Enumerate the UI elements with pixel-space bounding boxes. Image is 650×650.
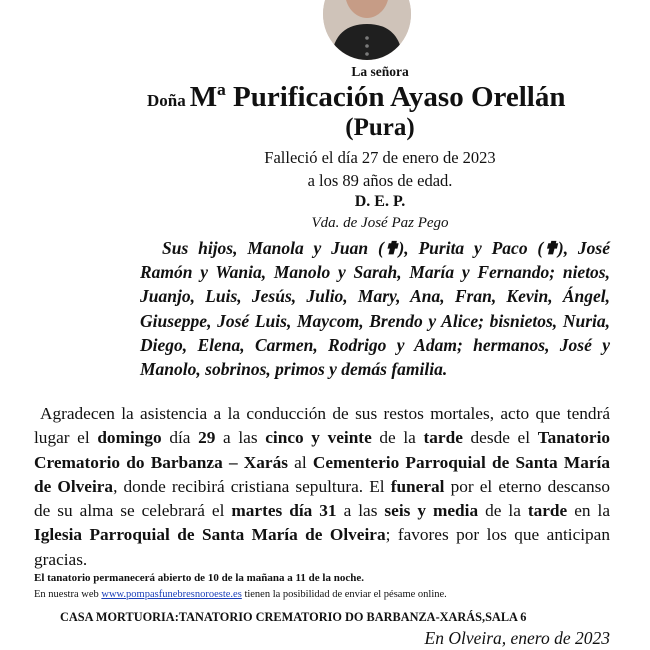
deceased-name: Mª Purificación Ayaso Orellán bbox=[189, 81, 566, 113]
funeral-time-part: tarde bbox=[527, 501, 568, 521]
place-date: En Olveira, enero de 2023 bbox=[424, 628, 610, 648]
portrait-figure bbox=[323, 0, 411, 60]
title-senora: La señora bbox=[351, 64, 409, 79]
announcement-paragraph bbox=[34, 402, 610, 572]
text-segment: a las bbox=[336, 501, 385, 521]
text-segment: , donde recibirá cristiana sepultura. El bbox=[113, 476, 391, 496]
origin-location: Tanatorio Crematorio do Barbanza – Xarás bbox=[34, 428, 611, 472]
burial-day-number: 29 bbox=[198, 428, 216, 448]
text-segment: por el eterno descanso de su alma se celebrará el bbox=[34, 476, 611, 521]
text-segment: Agradecen la asistencia a la conducción de sus restos mortales, acto que tendrá lugar el bbox=[34, 404, 610, 448]
widow-of: Vda. de José Paz Pego bbox=[311, 215, 449, 231]
burial-time: cinco y veinte bbox=[265, 428, 372, 448]
web-note bbox=[34, 589, 447, 600]
family-list: Sus hijos, Manola y Juan (✟), Purita y Paco (✟), José Ramón y Wania, Manolo y Sarah, María y Fernando; nietos, Juanjo, Luis, Jesús, Julio, Mary, Ana, Fran, Kevin, Ángel, Giuseppe, José Luis, Maycom, Brendo y Alice; bisnietos, Nuria, Diego, Elena, Carmen, Rodrigo y Adam; hermanos, José y Manolo, sobrinos, primos y demás familia. bbox=[140, 238, 610, 380]
text-segment: en la bbox=[567, 501, 610, 521]
website-link[interactable]: www.pompasfunebresnoroeste.es bbox=[101, 589, 242, 600]
text-segment: de la bbox=[371, 428, 424, 448]
text-segment: al bbox=[287, 452, 313, 472]
hours-note: El tanatorio permanecerá abierto de 10 de la mañana a 11 de la noche. bbox=[34, 572, 364, 584]
nickname: (Pura) bbox=[345, 114, 415, 141]
burial-time-part: tarde bbox=[423, 428, 463, 448]
deceased-name-line bbox=[147, 81, 565, 114]
portrait-photo bbox=[323, 0, 411, 60]
name-prefix: Doña bbox=[147, 91, 186, 110]
text-segment: día bbox=[161, 428, 199, 448]
rip: D. E. P. bbox=[354, 193, 406, 210]
text-segment: de la bbox=[478, 501, 528, 521]
web-prefix: En nuestra web bbox=[34, 589, 102, 600]
church-name: Iglesia Parroquial de Santa María de Olveira bbox=[34, 525, 386, 545]
death-date: Falleció el día 27 de enero de 2023 bbox=[264, 148, 496, 167]
funeral-home: CASA MORTUORIA:TANATORIO CREMATORIO DO BARBANZA-XARÁS,SALA 6 bbox=[60, 610, 527, 624]
burial-day-word: domingo bbox=[97, 428, 162, 448]
funeral-word: funeral bbox=[390, 476, 445, 496]
funeral-time: seis y media bbox=[384, 501, 479, 521]
funeral-date: martes día 31 bbox=[231, 501, 337, 521]
web-suffix: tienen la posibilidad de enviar el pésame online. bbox=[241, 589, 447, 600]
text-segment: desde el bbox=[462, 428, 538, 448]
text-segment: a las bbox=[215, 428, 266, 448]
text-segment: ; favores por los que anticipan gracias. bbox=[34, 525, 610, 569]
age: a los 89 años de edad. bbox=[307, 171, 453, 190]
destination-location: Cementerio Parroquial de Santa María de Olveira bbox=[34, 452, 610, 496]
